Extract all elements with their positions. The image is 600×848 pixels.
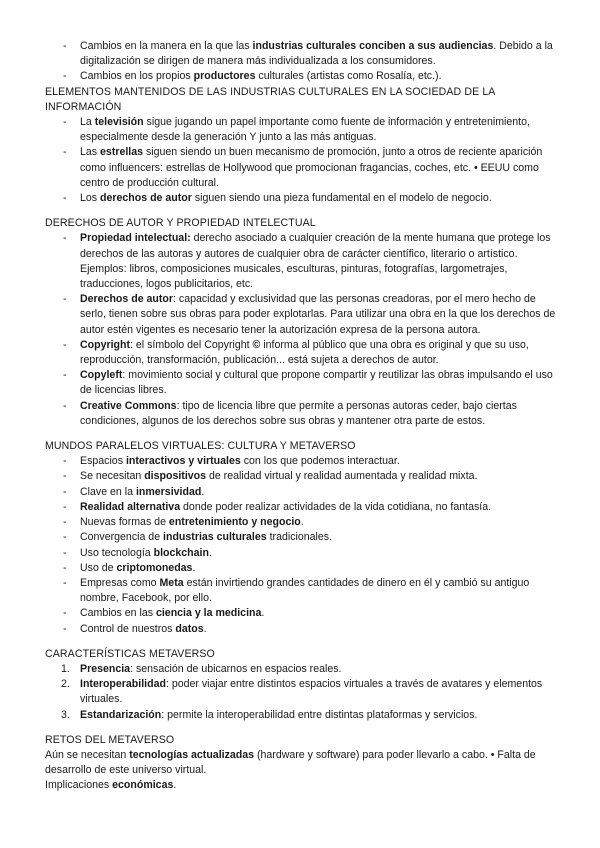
list-item bbox=[45, 338, 562, 368]
list-item bbox=[45, 662, 562, 677]
text-run: Uso tecnología bbox=[80, 546, 154, 559]
list-item bbox=[45, 708, 562, 723]
paragraph bbox=[45, 778, 562, 793]
text-run: . bbox=[203, 622, 207, 635]
list-item bbox=[45, 292, 562, 338]
bold-text: Derechos de autor bbox=[80, 293, 174, 306]
paragraph bbox=[45, 748, 562, 778]
text-run: . bbox=[300, 516, 304, 529]
text-run: sigue jugando un papel importante como fuente de información y entretenimiento, especialmente desde la generación Y junto a las más antiguas. bbox=[80, 116, 530, 144]
bold-text: entretenimiento y negocio bbox=[168, 516, 301, 529]
list-item bbox=[45, 399, 562, 429]
text-run: Cambios en las bbox=[80, 607, 156, 620]
bold-text: © bbox=[252, 338, 261, 351]
caracteristicas-list bbox=[45, 662, 562, 723]
text-run: Implicaciones bbox=[45, 779, 113, 792]
text-run: siguen siendo un buen mecanismo de promoción, junto a otros de reciente aparición como influencers: estrellas de Hollywood que promocionan fragancias, coches, etc. • EEUU como centro de producción cultural. bbox=[80, 146, 543, 189]
list-number: 1. bbox=[61, 662, 70, 675]
bold-text: Copyleft bbox=[80, 369, 123, 382]
bold-text: Creative Commons bbox=[80, 399, 177, 412]
text-run: Aún se necesitan bbox=[45, 748, 130, 761]
retos-section bbox=[45, 733, 562, 794]
list-item bbox=[45, 530, 562, 545]
bold-text: estrellas bbox=[100, 146, 144, 159]
text-run: (hardware y software) para poder llevarlo a cabo. • Falta de desarrollo de este universo virtual. bbox=[45, 748, 536, 777]
text-run: Uso de bbox=[80, 561, 117, 574]
list-number: 2. bbox=[61, 678, 70, 691]
elementos-list bbox=[45, 115, 562, 206]
list-item bbox=[45, 469, 562, 484]
text-run: derecho asociado a cualquier creación de la mente humana que protege los derechos de las autoras y autores de cualquier obra de carácter científico, literario o artístico. Ejemplos: libros, composiciones musicales, esculturas, pinturas, fotografías, largometrajes, traducciones, logos publicitarios, etc. bbox=[80, 232, 551, 291]
bold-text: Estandarización bbox=[80, 708, 162, 721]
text-run: informa al público que una obra es original y que su uso, reproducción, transformación, publicación... está sujeta a derechos de autor. bbox=[80, 338, 529, 367]
list-item bbox=[45, 576, 562, 606]
bold-text: Copyright bbox=[80, 338, 131, 351]
text-run: Control de nuestros bbox=[80, 622, 176, 635]
bold-text: derechos de autor bbox=[100, 192, 192, 205]
retos-paragraphs bbox=[45, 748, 562, 794]
list-item bbox=[45, 500, 562, 515]
bold-text: industrias culturales conciben a sus audiencias bbox=[252, 40, 494, 52]
intro-list bbox=[45, 39, 562, 85]
bold-text: dispositivos bbox=[144, 470, 207, 483]
text-run: : sensación de ubicarnos en espacios reales. bbox=[130, 662, 342, 675]
text-run: . bbox=[201, 485, 205, 498]
text-run: Nuevas formas de bbox=[80, 516, 169, 529]
list-item bbox=[45, 231, 562, 292]
list-item bbox=[45, 145, 562, 191]
bold-text: Interoperabilidad bbox=[80, 678, 166, 691]
bold-text: criptomonedas bbox=[116, 561, 193, 574]
list-item bbox=[45, 191, 562, 206]
text-run: están invirtiendo grandes cantidades de dinero en él y cambió su antiguo nombre, Facebook, por ello. bbox=[80, 576, 530, 605]
section-heading-caracteristicas: CARACTERÍSTICAS METAVERSO bbox=[45, 647, 215, 660]
bold-text: Propiedad intelectual: bbox=[80, 232, 191, 245]
bold-text: blockchain bbox=[153, 546, 209, 559]
list-item bbox=[45, 515, 562, 530]
section-heading-elementos: ELEMENTOS MANTENIDOS DE LAS INDUSTRIAS CULTURALES EN LA SOCIEDAD DE LA INFORMACIÓN bbox=[45, 85, 495, 113]
text-run: : el símbolo del Copyright bbox=[130, 338, 253, 351]
intro-section bbox=[45, 39, 562, 85]
text-run: : poder viajar entre distintos espacios virtuales a través de avatares y elementos virtuales. bbox=[80, 678, 543, 706]
bold-text: ciencia y la medicina bbox=[155, 607, 262, 620]
section-heading-derechos: DERECHOS DE AUTOR Y PROPIEDAD INTELECTUAL bbox=[45, 217, 316, 230]
list-item bbox=[45, 69, 562, 84]
text-run: Espacios bbox=[80, 455, 126, 468]
text-run: Convergencia de bbox=[80, 531, 164, 544]
text-run: : permite la interoperabilidad entre distintas plataformas y servicios. bbox=[161, 708, 478, 721]
text-run: La bbox=[80, 116, 95, 129]
list-item bbox=[45, 677, 562, 707]
text-run: . bbox=[261, 607, 265, 620]
list-item bbox=[45, 454, 562, 469]
text-run: con los que podemos interactuar. bbox=[240, 455, 400, 468]
list-item bbox=[45, 368, 562, 398]
section-heading-mundos: MUNDOS PARALELOS VIRTUALES: CULTURA Y METAVERSO bbox=[45, 440, 356, 453]
text-run: tradicionales. bbox=[266, 531, 333, 544]
text-run: : capacidad y exclusividad que las personas creadoras, por el mero hecho de serlo, tienen sobre sus obras para poder explotarlas. Para utilizar una obra en la que los derechos de autor estén vigentes es necesario tener la autorización expresa de la persona autora. bbox=[80, 293, 556, 336]
text-run: Los bbox=[80, 192, 101, 205]
text-run: culturales (artistas como Rosalía, etc.). bbox=[255, 70, 442, 83]
list-item bbox=[45, 115, 562, 145]
list-number: 3. bbox=[61, 708, 70, 721]
list-item bbox=[45, 546, 562, 561]
elementos-section bbox=[45, 85, 562, 207]
mundos-list bbox=[45, 454, 562, 636]
list-item bbox=[45, 622, 562, 637]
text-run: siguen siendo una pieza fundamental en el modelo de negocio. bbox=[191, 192, 492, 205]
mundos-section bbox=[45, 439, 562, 637]
bold-text: productores bbox=[193, 70, 256, 83]
bold-text: Presencia bbox=[80, 662, 131, 675]
bold-text: interactivos y virtuales bbox=[125, 455, 241, 468]
caracteristicas-section bbox=[45, 647, 562, 723]
text-run: : tipo de licencia libre que permite a personas autoras ceder, bajo ciertas condiciones, algunos de los derechos sobre sus obras y mantener otra parte de estos. bbox=[80, 399, 517, 427]
bold-text: televisión bbox=[94, 116, 144, 129]
text-run: : movimiento social y cultural que propone compartir y reutilizar las obras impulsando el uso de licencias libres. bbox=[80, 369, 553, 397]
list-item bbox=[45, 485, 562, 500]
bold-text: inmersividad bbox=[135, 485, 202, 498]
list-item bbox=[45, 606, 562, 621]
text-run: . bbox=[208, 546, 212, 559]
section-heading-retos: RETOS DEL METAVERSO bbox=[45, 733, 175, 746]
text-run: de realidad virtual y realidad aumentada y realidad mixta. bbox=[206, 470, 478, 483]
derechos-list bbox=[45, 231, 562, 429]
text-run: Clave en la bbox=[80, 485, 136, 498]
text-run: Las bbox=[80, 146, 101, 159]
text-run: donde poder realizar actividades de la vida cotidiana, no fantasía. bbox=[180, 500, 492, 513]
text-run: . bbox=[173, 779, 177, 792]
derechos-section bbox=[45, 216, 562, 429]
text-run: . bbox=[192, 561, 196, 574]
list-item bbox=[45, 39, 562, 69]
text-run: Cambios en los propios bbox=[80, 70, 194, 83]
bold-text: industrias culturales bbox=[163, 531, 267, 544]
list-item bbox=[45, 561, 562, 576]
text-run: Cambios en la manera en la que las bbox=[80, 40, 253, 52]
bold-text: tecnologías actualizadas bbox=[129, 748, 255, 761]
text-run: Se necesitan bbox=[80, 470, 145, 483]
text-run: . Debido a la digitalización se dirigen de manera más individualizada a los consumidores. bbox=[80, 40, 553, 68]
bold-text: datos bbox=[175, 622, 204, 635]
text-run: Empresas como bbox=[80, 576, 160, 589]
bold-text: Meta bbox=[159, 576, 184, 589]
bold-text: económicas bbox=[112, 779, 174, 792]
bold-text: Realidad alternativa bbox=[80, 500, 181, 513]
